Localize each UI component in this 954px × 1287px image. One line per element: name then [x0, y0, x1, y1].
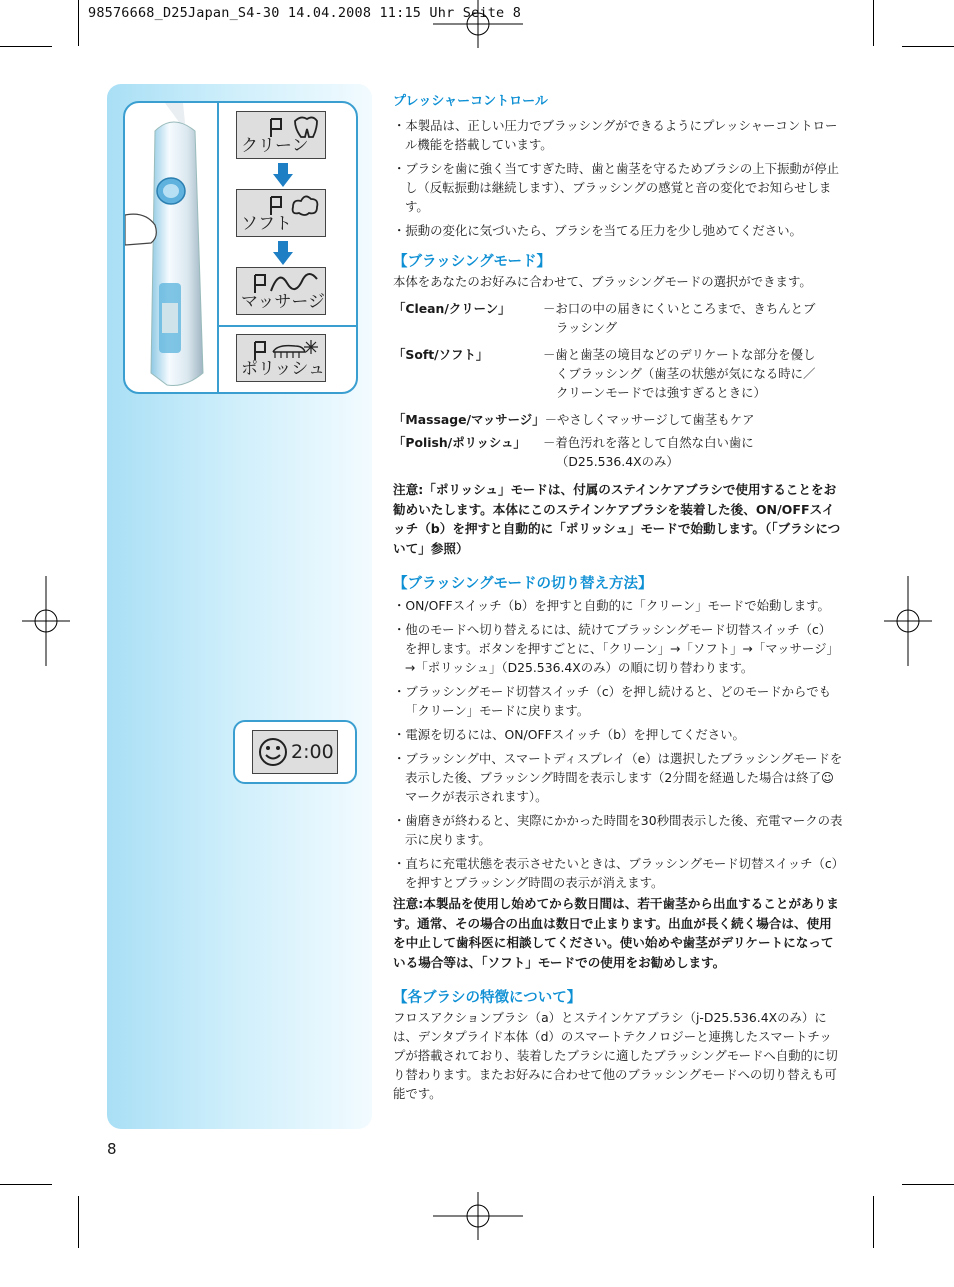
list-item: ・直ちに充電状態を表示させたいときは、ブラッシングモード切替スイッチ（c）を押すとブラッシング時間の表示が消えます。 — [393, 856, 838, 890]
list-item: ・他のモードへ切り替えるには、続けてブラッシングモード切替スイッチ（c）を押します。ボタンを押すごとに、「クリーン」→「ソフト」→「マッサージ」→「ポリッシュ」（D25.536.4Xのみ）の順に切り替わります。 — [393, 622, 839, 675]
lcd-clean — [236, 111, 326, 159]
registration-mark-bottom — [433, 1192, 523, 1240]
list-item: ・振動の変化に気づいたら、ブラシを当てる圧力を少し弛めてください。 — [393, 223, 802, 238]
brushes-body: フロスアクションブラシ（a）とステインケアブラシ（j-D25.536.4Xのみ）には、デンタプライド本体（d）のスマートテクノロジーと連携したスマートチップが搭載されており、装着したブラシに適したブラッシングモードへ自動的に切り替わります。またお好みに合わせて他のブラッシングモードへの切り替えも可能です。 — [393, 1010, 838, 1101]
mode-row-massage — [393, 410, 843, 429]
page-number: 8 — [107, 1140, 117, 1158]
crop-mark-tr-h — [902, 46, 954, 47]
lcd-mode-label: クリーン — [241, 136, 309, 156]
list-item: ・本製品は、正しい圧力でブラッシングができるようにプレッシャーコントロール機能を搭載しています。 — [393, 118, 838, 152]
mode-row-soft — [393, 345, 843, 402]
toothbrush-illustration — [123, 101, 358, 394]
mode-desc-line: （D25.536.4Xのみ） — [556, 454, 679, 469]
lcd-mode-label: マッサージ — [241, 292, 325, 312]
mode-name: 「Clean/クリーン」 — [393, 301, 511, 316]
timer-value: 2:00 — [291, 741, 334, 763]
frame-divider-horizontal — [219, 325, 356, 327]
mode-name: 「Polish/ポリッシュ」 — [393, 435, 526, 450]
registration-mark-right — [884, 576, 932, 666]
arrow-down-icon — [273, 241, 293, 265]
lcd-polish — [236, 334, 326, 382]
note-polish: 注意:「ポリッシュ」モードは、付属のステインケアブラシで使用することをお勧めいたします。本体にこのステインケアブラシを装着した後、ON/OFFスイッチ（b）を押すと自動的に「ポリッシュ」モードで始動します。（「ブラシについて」参照） — [393, 482, 841, 556]
mode-name: 「Soft/ソフト」 — [393, 347, 489, 362]
crop-mark-br-h — [902, 1184, 954, 1185]
registration-mark-top — [433, 0, 523, 48]
list-item: ・ブラシを歯に強く当てすぎた時、歯と歯茎を守るためブラシの上下振動が停止し（反転振動は継続します）、ブラッシングの感覚と音の変化でお知らせします。 — [393, 161, 840, 214]
crop-mark-tl-v — [78, 0, 79, 46]
crop-mark-br-v — [873, 1196, 874, 1248]
mode-desc-line: －お口の中の届きにくいところまで、きちんとブ — [543, 301, 816, 316]
mode-name: 「Massage/マッサージ」 — [393, 412, 545, 427]
mode-description — [543, 299, 843, 337]
crop-mark-bl-v — [78, 1196, 79, 1248]
arrow-down-icon — [273, 163, 293, 187]
mode-desc-line: －歯と歯茎の境目などのデリケートな部分を優し — [543, 347, 816, 362]
lcd-mode-label: ポリッシュ — [241, 359, 325, 379]
mode-desc-line: －着色汚れを落として自然な白い歯に — [543, 435, 754, 450]
list-item: ・ブラッシング中、スマートディスプレイ（e）は選択したブラッシングモードを表示した後、ブラッシング時間を表示します（2分間を経過した場合は終了☺マークが表示されます）。 — [393, 751, 843, 804]
mode-row-polish — [393, 433, 843, 471]
lcd-massage — [236, 267, 326, 315]
modes-intro: 本体をあなたのお好みに合わせて、ブラッシングモードの選択ができます。 — [393, 274, 812, 289]
smiley-icon — [257, 737, 289, 767]
mode-desc-line: ラッシング — [556, 320, 618, 335]
lcd-mode-label: ソフト — [241, 214, 292, 234]
mode-desc-line: くブラッシング（歯茎の状態が気になる時に／ — [556, 366, 816, 381]
mode-row-clean — [393, 299, 843, 337]
timer-display-illustration — [233, 720, 357, 784]
section-title-modes: 【ブラッシングモード】 — [393, 254, 551, 270]
registration-mark-left — [22, 576, 70, 666]
crop-mark-tl-h — [0, 46, 52, 47]
mode-description — [543, 433, 843, 471]
section-title-brushes: 【各ブラシの特徴について】 — [393, 990, 582, 1006]
list-item: ・電源を切るには、ON/OFFスイッチ（b）を押してください。 — [393, 727, 745, 742]
mode-desc-line: クリーンモードでは強すぎるときに） — [556, 385, 766, 400]
list-item: ・ブラッシングモード切替スイッチ（c）を押し続けると、どのモードからでも「クリーン」モードに戻ります。 — [393, 684, 832, 718]
lcd-soft — [236, 189, 326, 237]
crop-mark-tr-v — [873, 0, 874, 46]
crop-mark-bl-h — [0, 1184, 52, 1185]
frame-divider-vertical — [217, 103, 219, 392]
mode-description — [543, 345, 843, 402]
mode-desc-line: －やさしくマッサージして歯茎もケア — [544, 412, 755, 427]
section-title-switching: 【ブラッシングモードの切り替え方法】 — [393, 576, 653, 592]
note-bleeding: 注意:本製品を使用し始めてから数日間は、若干歯茎から出血することがあります。通常、その場合の出血は数日で止まります。出血が長く続く場合は、使用を中止して歯科医に相談してください。使い始めや歯茎がデリケートになっている場合等は、「ソフト」モードでの使用をお勧めします。 — [393, 896, 839, 970]
print-header: 98576668_D25Japan_S4-30 14.04.2008 11:15 Uhr Seite 8 — [88, 5, 522, 21]
list-item: ・ON/OFFスイッチ（b）を押すと自動的に「クリーン」モードで始動します。 — [393, 598, 830, 613]
main-content — [393, 92, 843, 1103]
timer-lcd — [252, 730, 338, 774]
section-title-pressure: プレッシャーコントロール — [393, 94, 548, 109]
mode-description — [545, 410, 843, 429]
list-item: ・歯磨きが終わると、実際にかかった時間を30秒間表示した後、充電マークの表示に戻ります。 — [393, 813, 843, 847]
toothbrush-handle-image — [125, 103, 217, 392]
